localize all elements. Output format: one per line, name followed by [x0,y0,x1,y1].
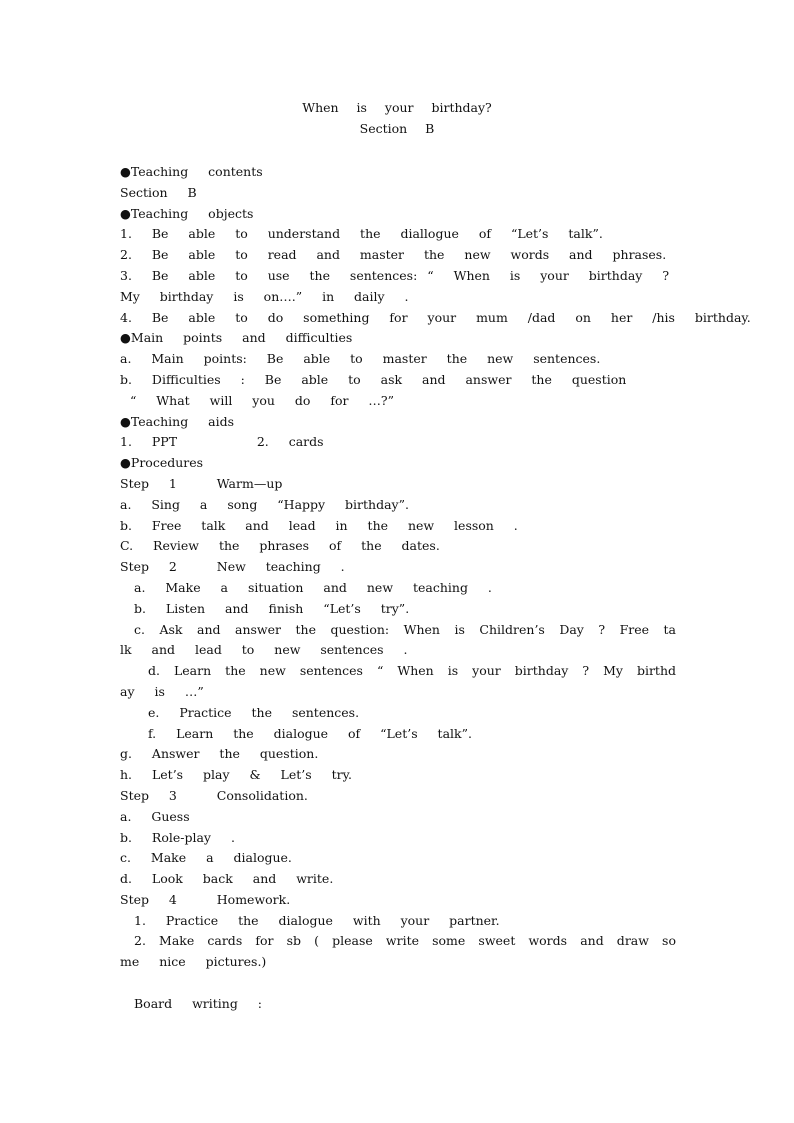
step-heading: Step 3 Consolidation. [120,787,308,803]
text-line: b. Difficulties : Be able to ask and answer the question [120,371,627,387]
text-line: Section B [120,184,197,200]
step-item: e. Practice the sentences. [148,704,360,720]
objective-item: 1. Be able to understand the diallogue of “Let’s talk”. [120,226,603,242]
homework-item: 1. Practice the dialogue with your partner. [134,912,500,928]
step-item: d. Look back and write. [120,871,334,887]
step-item: a. Sing a song “Happy birthday”. [120,496,409,512]
step-heading: Step 1 Warm—up [120,475,283,491]
objective-item-continued: My birthday is on….” in daily . [120,288,409,304]
heading-main-points: ●Main points and difficulties [120,330,353,346]
step-item: b. Listen and finish “Let’s try”. [134,600,410,616]
objective-item: 3. Be able to use the sentences: “ When is your birthday ? [120,267,670,283]
step-item: C. Review the phrases of the dates. [120,538,440,554]
step-item: d. Learn the new sentences “ When is your birthday ? My birthd [148,663,676,679]
heading-teaching-objects: ●Teaching objects [120,205,254,221]
text-line: a. Main points: Be able to master the new sentences. [120,351,601,367]
document-body [120,162,751,1015]
objective-item: 2. Be able to read and master the new words and phrases. [120,247,667,263]
step-item: f. Learn the dialogue of “Let’s talk”. [148,725,472,741]
step-heading: Step 2 New teaching . [120,559,345,575]
objective-item: 4. Be able to do something for your mum /dad on her /his birthday. [120,309,751,325]
step-heading: Step 4 Homework. [120,891,291,907]
blank-line [120,973,676,994]
step-item: b. Role-play . [120,829,235,845]
heading-procedures: ●Procedures [120,455,204,471]
step-item-continued: lk and lead to new sentences . [120,642,408,658]
document-subtitle: Section B [359,121,435,136]
step-item: g. Answer the question. [120,746,319,762]
heading-teaching-contents: ●Teaching contents [120,164,263,179]
homework-item: 2. Make cards for sb ( please write some sweet words and draw so [134,933,676,949]
step-item: c. Make a dialogue. [120,850,292,866]
text-line: “ What will you do for …?” [120,392,394,408]
heading-teaching-aids: ●Teaching aids [120,413,235,429]
step-item: h. Let’s play & Let’s try. [120,767,352,783]
homework-item-continued: me nice pictures.) [120,954,267,970]
step-item: b. Free talk and lead in the new lesson . [120,517,518,533]
board-writing-label: Board writing : [134,995,262,1011]
step-item-continued: ay is …” [120,683,204,699]
document-title: When is your birthday? [302,100,492,115]
step-item: c. Ask and answer the question: When is Children’s Day ? Free ta [134,621,676,637]
text-line: 1. PPT 2. cards [120,434,324,450]
step-item: a. Make a situation and new teaching . [134,579,492,595]
step-item: a. Guess [120,808,190,824]
